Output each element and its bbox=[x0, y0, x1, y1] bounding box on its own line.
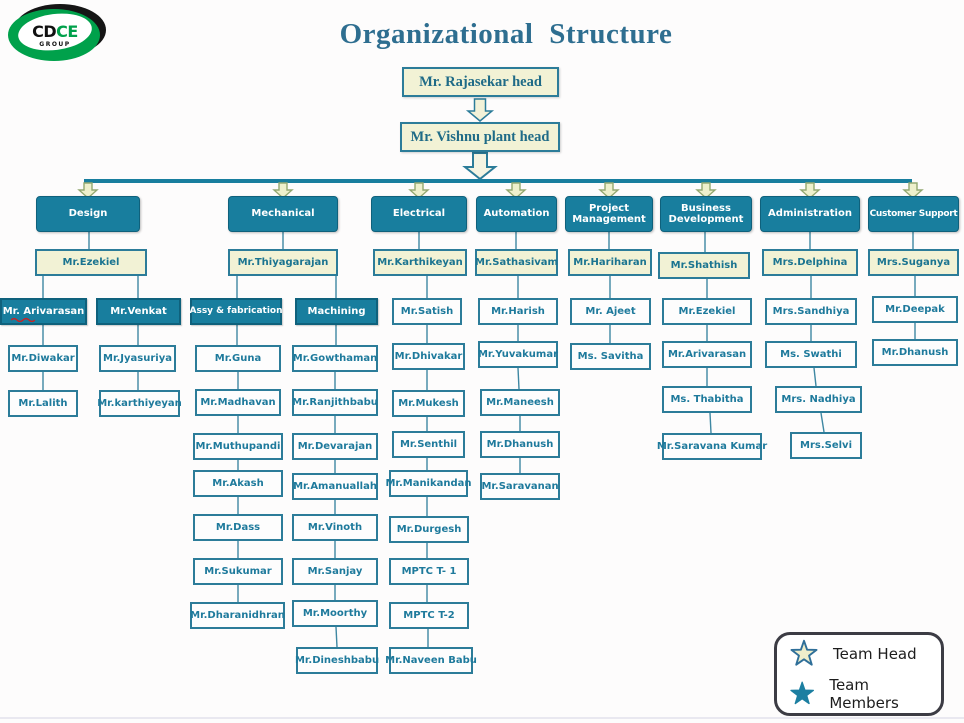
member-box: Mr.Lalith bbox=[8, 390, 78, 417]
member-box: Mr.Yuvakumar bbox=[478, 341, 558, 368]
member-box: Mr.Jyasuriya bbox=[99, 345, 176, 372]
member-box: Mr.Manikandan bbox=[389, 470, 468, 497]
subteam-lead-box: Machining bbox=[295, 298, 378, 325]
member-box: Ms. Swathi bbox=[765, 341, 857, 368]
member-box: Mr.Sukumar bbox=[193, 558, 283, 585]
trunk-line bbox=[84, 179, 912, 183]
dept-head-box: Mr.Ezekiel bbox=[35, 249, 147, 276]
logo-wordmark bbox=[32, 22, 78, 41]
member-box: Mr.Vinoth bbox=[292, 514, 378, 541]
dept-head-box: Mrs.Delphina bbox=[762, 249, 858, 276]
member-box: Mr.Dhanush bbox=[480, 431, 560, 458]
member-box: MPTC T-2 bbox=[389, 602, 469, 629]
logo-cd-text: CD bbox=[32, 22, 57, 41]
member-box: Mr.Gowthaman bbox=[292, 345, 378, 372]
member-box: Mr.Dass bbox=[193, 514, 283, 541]
member-box: Mr.Durgesh bbox=[389, 516, 469, 543]
flow-arrow-plant-to-trunk bbox=[465, 153, 495, 179]
member-box: Mr.Ranjithbabu bbox=[292, 389, 378, 416]
member-box: Mr.Harish bbox=[478, 298, 558, 325]
member-box: Mr.karthiyeyan bbox=[99, 390, 180, 417]
subteam-lead-box: Assy & fabrication bbox=[190, 298, 282, 325]
ceo-box: Mr. Rajasekar head bbox=[402, 67, 559, 97]
dept-box-mechanical: Mechanical bbox=[228, 196, 338, 232]
member-box: Mr.Deepak bbox=[872, 296, 958, 323]
member-box: Mrs.Selvi bbox=[790, 432, 862, 459]
member-box: Mr.Satish bbox=[392, 298, 462, 325]
member-box: Mr.Amanuallah bbox=[292, 473, 378, 500]
member-box: Mr.Saravana Kumar bbox=[662, 433, 762, 460]
team-members-star-icon bbox=[787, 677, 817, 711]
member-box: Mrs. Nadhiya bbox=[775, 386, 862, 413]
flow-arrow-ceo-to-plant bbox=[468, 99, 492, 121]
subteam-lead-box: Mr.Venkat bbox=[96, 298, 181, 325]
member-box: Mr.Diwakar bbox=[8, 345, 78, 372]
member-box: Mr.Maneesh bbox=[480, 389, 560, 416]
legend-team-members-label: Team Members bbox=[829, 675, 899, 712]
dept-box-electrical: Electrical bbox=[371, 196, 467, 232]
member-box: Mr.Dhivakar bbox=[392, 343, 465, 370]
member-box: Mr.Naveen Babu bbox=[389, 647, 473, 674]
dept-box-design: Design bbox=[36, 196, 140, 232]
dept-head-box: Mr.Sathasivam bbox=[475, 249, 558, 276]
legend bbox=[774, 632, 944, 716]
member-box: Mr.Mukesh bbox=[392, 390, 465, 417]
spellcheck-squiggle-icon bbox=[11, 317, 35, 322]
member-box: Mr.Saravanan bbox=[480, 473, 560, 500]
member-box: Mr.Sanjay bbox=[292, 558, 378, 585]
member-box: Mr.Arivarasan bbox=[662, 341, 752, 368]
dept-head-box: Mr.Thiyagarajan bbox=[228, 249, 338, 276]
vertical-connectors bbox=[43, 232, 915, 647]
dept-box-administration: Administration bbox=[760, 196, 860, 232]
team-head-star-icon bbox=[787, 637, 821, 671]
member-box: Ms. Savitha bbox=[570, 343, 651, 370]
dept-box-business-development: Business Development bbox=[660, 196, 752, 232]
member-box: Mr.Devarajan bbox=[292, 433, 378, 460]
member-box: Ms. Thabitha bbox=[662, 386, 752, 413]
dept-box-project-management: Project Management bbox=[565, 196, 653, 232]
member-box: Mr.Dharanidhran bbox=[190, 602, 285, 629]
legend-team-head-row bbox=[787, 637, 931, 671]
dept-head-box: Mr.Hariharan bbox=[568, 249, 652, 276]
legend-team-head-label: Team Head bbox=[833, 644, 917, 663]
member-box: Mrs.Sandhiya bbox=[765, 298, 857, 325]
subteam-lead-label: Mr. Arivarasan bbox=[2, 305, 85, 317]
dept-box-customer-support: Customer Support bbox=[868, 196, 959, 232]
bottom-divider bbox=[0, 717, 964, 719]
dept-box-automation: Automation bbox=[476, 196, 557, 232]
plant-head-box: Mr. Vishnu plant head bbox=[400, 122, 560, 152]
subteam-lead-box bbox=[0, 298, 87, 325]
logo-ce-text: CE bbox=[56, 22, 78, 41]
legend-team-members-row bbox=[787, 676, 931, 712]
logo-group-text: GROUP bbox=[39, 41, 71, 48]
member-box: Mr.Muthupandi bbox=[193, 433, 283, 460]
member-box: Mr.Ezekiel bbox=[662, 298, 752, 325]
member-box: Mr.Dhanush bbox=[872, 339, 958, 366]
cdce-group-logo bbox=[4, 2, 108, 64]
dept-head-box: Mr.Karthikeyan bbox=[373, 249, 467, 276]
member-box: Mr.Moorthy bbox=[292, 600, 378, 627]
member-box: Mr.Guna bbox=[195, 345, 281, 372]
page-title: Organizational Structure bbox=[339, 18, 673, 50]
member-box: Mr.Akash bbox=[193, 470, 283, 497]
member-box: Mr.Madhavan bbox=[195, 389, 281, 416]
dept-head-box: Mrs.Suganya bbox=[868, 249, 959, 276]
member-box: Mr.Senthil bbox=[392, 431, 465, 458]
member-box: MPTC T- 1 bbox=[389, 558, 469, 585]
dept-head-box: Mr.Shathish bbox=[658, 252, 750, 279]
member-box: Mr. Ajeet bbox=[570, 298, 651, 325]
member-box: Mr.Dineshbabu bbox=[296, 647, 378, 674]
